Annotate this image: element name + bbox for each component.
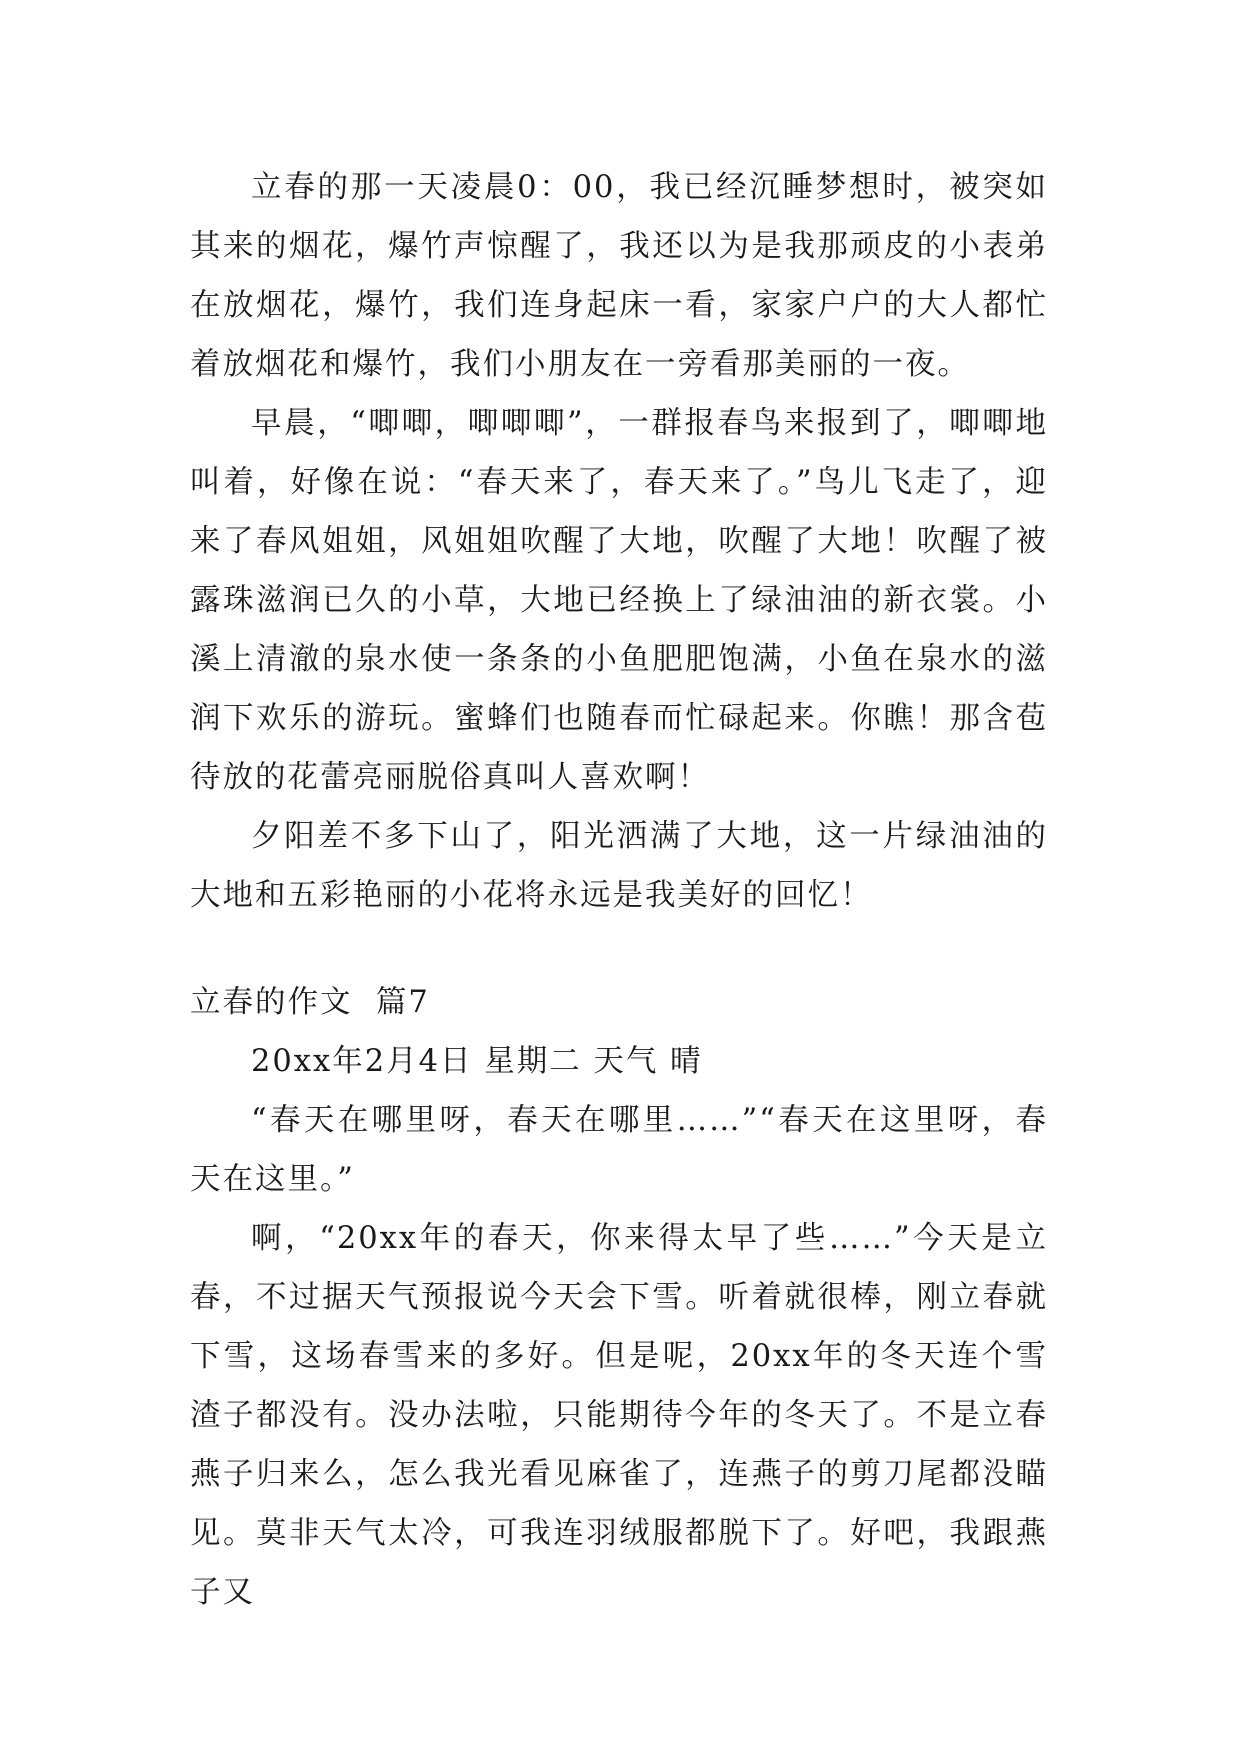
section-title: 立春的作文 篇7: [190, 985, 430, 1020]
paragraph: 夕阳差不多下山了，阳光洒满了大地，这一片绿油油的大地和五彩艳丽的小花将永远是我美好的回忆！: [190, 819, 1048, 913]
essay-part-1: [190, 158, 1048, 925]
essay-part-2: [190, 1032, 1048, 1622]
diary-date-header: 20xx年2月4日 星期二 天气 晴: [251, 1044, 703, 1079]
paragraph: 立春的那一天凌晨0：00，我已经沉睡梦想时，被突如其来的烟花，爆竹声惊醒了，我还以为是我那顽皮的小表弟在放烟花，爆竹，我们连身起床一看，家家户户的大人都忙着放烟花和爆竹，我们小朋友在一旁看那美丽的一夜。: [190, 170, 1048, 382]
paragraph: 早晨，“唧唧，唧唧唧”，一群报春鸟来报到了，唧唧地叫着，好像在说：“春天来了，春天来了。”鸟儿飞走了，迎来了春风姐姐，风姐姐吹醒了大地，吹醒了大地！吹醒了被露珠滋润已久的小草，大地已经换上了绿油油的新衣裳。小溪上清澈的泉水使一条条的小鱼肥肥饱满，小鱼在泉水的滋润下欢乐的游玩。蜜蜂们也随春而忙碌起来。你瞧！那含苞待放的花蕾亮丽脱俗真叫人喜欢啊！: [190, 406, 1048, 795]
paragraph: 啊，“20xx年的春天，你来得太早了些……”今天是立春，不过据天气预报说今天会下雪。听着就很棒，刚立春就下雪，这场春雪来的多好。但是呢，20xx年的冬天连个雪渣子都没有。没办法啦，只能期待今年的冬天了。不是立春燕子归来么，怎么我光看见麻雀了，连燕子的剪刀尾都没瞄见。莫非天气太冷，可我连羽绒服都脱下了。好吧，我跟燕子又: [190, 1221, 1048, 1610]
paragraph: “春天在哪里呀，春天在哪里……”“春天在这里呀，春天在这里。”: [190, 1103, 1048, 1197]
